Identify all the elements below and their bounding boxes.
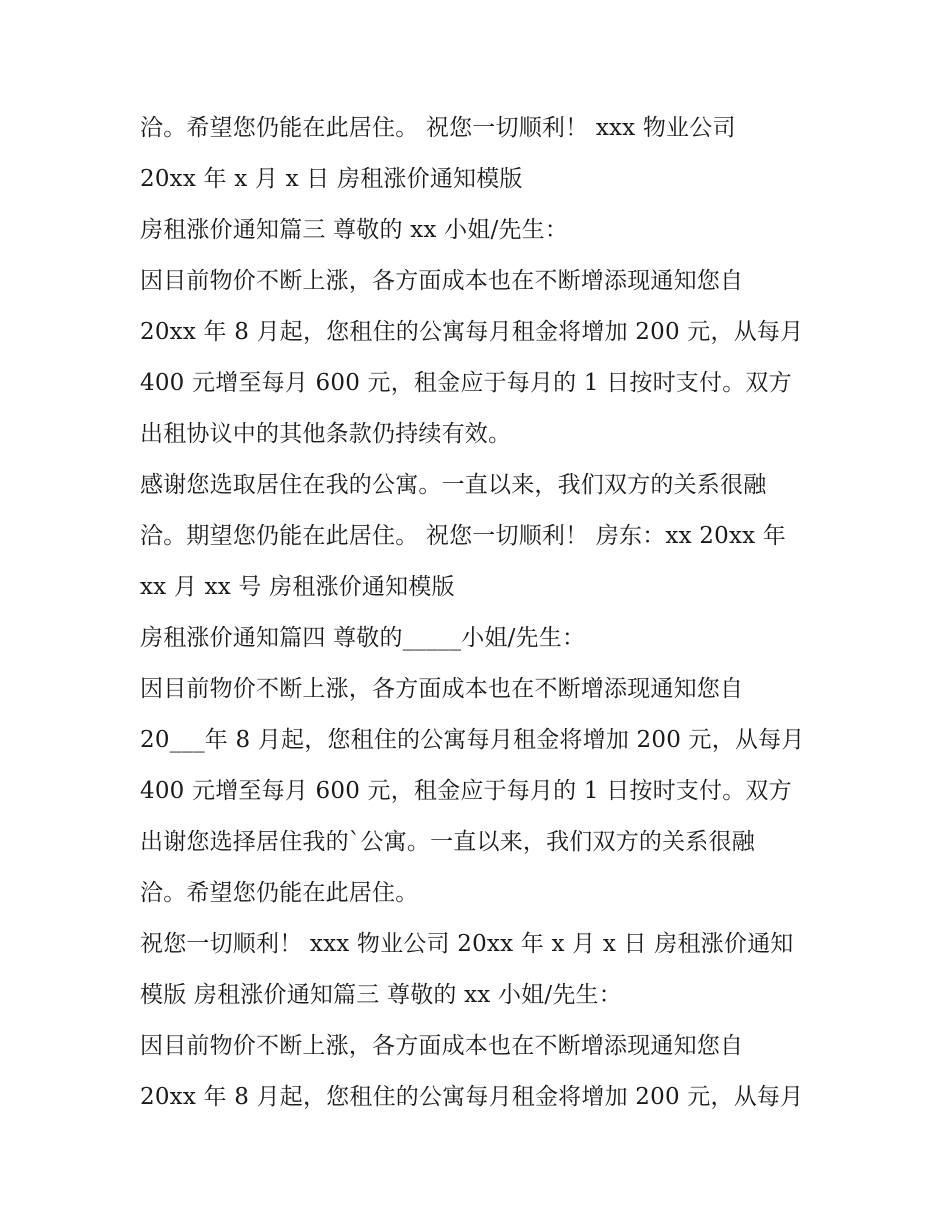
text-line: 洽。期望您仍能在此居住。 祝您一切顺利！ 房东：xx 20xx 年 xyxy=(140,523,786,549)
text-line: 20___年 8 月起，您租住的公寓每月租金将增加 200 元，从每月 xyxy=(140,727,805,753)
text-line: 模版 房租涨价通知篇三 尊敬的 xx 小姐/先生： xyxy=(140,982,622,1008)
text-line: 出租协议中的其他条款仍持续有效。 xyxy=(140,421,512,447)
text-line: 20xx 年 x 月 x 日 房租涨价通知模版 xyxy=(140,166,523,192)
document-body xyxy=(140,103,830,1123)
text-line: 因目前物价不断上涨，各方面成本也在不断增添现通知您自 xyxy=(140,1033,744,1059)
text-line: 洽。希望您仍能在此居住。 祝您一切顺利！ xxx 物业公司 xyxy=(140,115,736,141)
text-line: 因目前物价不断上涨，各方面成本也在不断增添现通知您自 xyxy=(140,676,744,702)
text-line: 因目前物价不断上涨，各方面成本也在不断增添现通知您自 xyxy=(140,268,744,294)
text-line: 房租涨价通知篇三 尊敬的 xx 小姐/先生： xyxy=(140,217,569,243)
text-line: 洽。希望您仍能在此居住。 xyxy=(140,880,419,906)
text-line: 出谢您选择居住我的`公寓。一直以来，我们双方的关系很融 xyxy=(140,829,755,855)
text-line: 20xx 年 8 月起，您租住的公寓每月租金将增加 200 元，从每月 xyxy=(140,319,804,345)
text-line: 祝您一切顺利！ xxx 物业公司 20xx 年 x 月 x 日 房租涨价通知 xyxy=(140,931,794,957)
text-line: 感谢您选取居住在我的公寓。一直以来，我们双方的关系很融 xyxy=(140,472,767,498)
text-line: 20xx 年 8 月起，您租住的公寓每月租金将增加 200 元，从每月 xyxy=(140,1084,804,1110)
text-line: 400 元增至每月 600 元，租金应于每月的 1 日按时支付。双方 xyxy=(140,778,792,804)
text-line: xx 月 xx 号 房租涨价通知模版 xyxy=(140,574,455,600)
text-line: 400 元增至每月 600 元，租金应于每月的 1 日按时支付。双方 xyxy=(140,370,792,396)
text-line: 房租涨价通知篇四 尊敬的_____小姐/先生： xyxy=(140,625,586,651)
